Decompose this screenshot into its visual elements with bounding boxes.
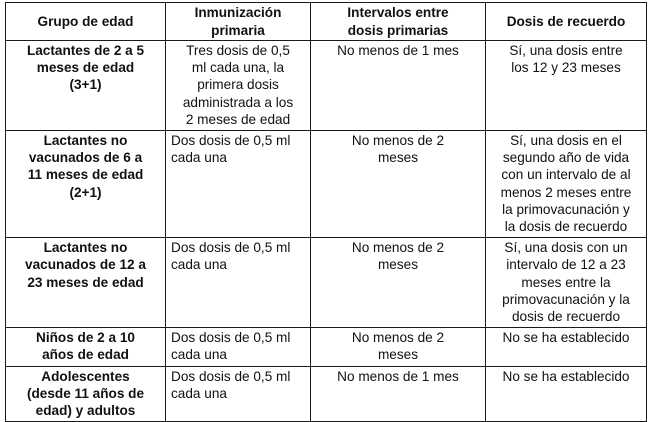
cell-intervals: No menos de 2 meses	[311, 131, 486, 238]
table-row	[6, 328, 647, 366]
cell-intervals: No menos de 2 meses	[311, 238, 486, 328]
cell-intervals: No menos de 1 mes	[311, 41, 486, 131]
vaccination-schedule-table	[5, 2, 647, 422]
cell-intervals: No menos de 2 meses	[311, 328, 486, 366]
table-row	[6, 366, 647, 422]
cell-primary: Dos dosis de 0,5 ml cada una	[166, 131, 311, 238]
table-row	[6, 131, 647, 238]
cell-booster: No se ha establecido	[486, 366, 647, 422]
cell-primary: Dos dosis de 0,5 ml cada una	[166, 328, 311, 366]
cell-primary: Dos dosis de 0,5 ml cada una	[166, 238, 311, 328]
header-group: Grupo de edad	[6, 3, 166, 41]
cell-primary: Dos dosis de 0,5 ml cada una	[166, 366, 311, 422]
table-row	[6, 41, 647, 131]
cell-group: Niños de 2 a 10 años de edad	[6, 328, 166, 366]
cell-booster: No se ha establecido	[486, 328, 647, 366]
cell-intervals: No menos de 1 mes	[311, 366, 486, 422]
cell-booster: Sí, una dosis en el segundo año de vida con un intervalo de al menos 2 meses entre la primovacunación y la dosis de recuerdo	[486, 131, 647, 238]
header-booster: Dosis de recuerdo	[486, 3, 647, 41]
cell-group: Lactantes no vacunados de 6 a 11 meses de edad (2+1)	[6, 131, 166, 238]
cell-booster: Sí, una dosis con un intervalo de 12 a 23 meses entre la primovacunación y la dosis de recuerdo	[486, 238, 647, 328]
cell-booster: Sí, una dosis entre los 12 y 23 meses	[486, 41, 647, 131]
cell-group: Lactantes de 2 a 5 meses de edad (3+1)	[6, 41, 166, 131]
header-primary-immunization: Inmunización primaria	[166, 3, 311, 41]
table-row	[6, 238, 647, 328]
header-intervals: Intervalos entre dosis primarias	[311, 3, 486, 41]
table-header-row	[6, 3, 647, 41]
cell-group: Adolescentes (desde 11 años de edad) y adultos	[6, 366, 166, 422]
cell-group: Lactantes no vacunados de 12 a 23 meses de edad	[6, 238, 166, 328]
cell-primary: Tres dosis de 0,5 ml cada una, la primera dosis administrada a los 2 meses de edad	[166, 41, 311, 131]
